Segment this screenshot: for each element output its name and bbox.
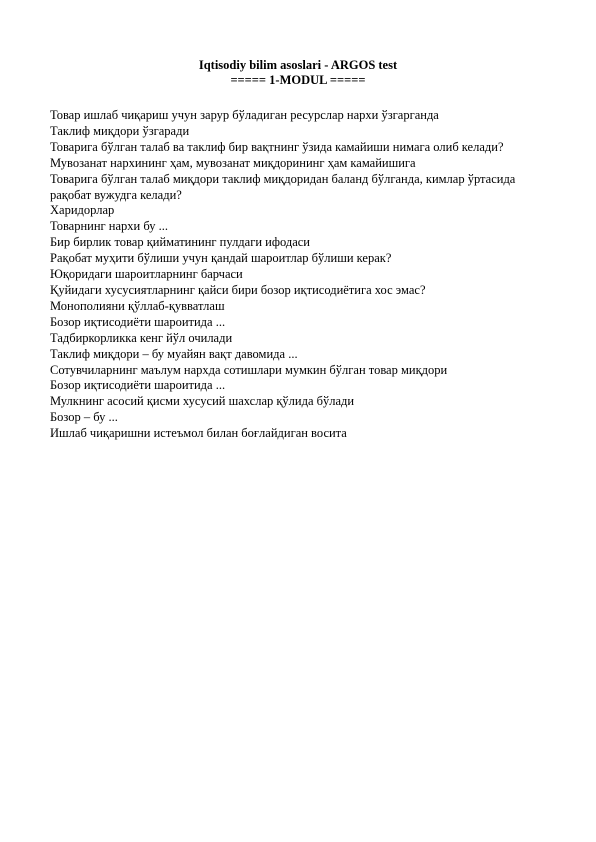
question-line: Товар ишлаб чиқариш учун зарур бўладиган ресурслар нархи ўзгарганда xyxy=(50,108,439,122)
question-line: Бозор иқтисодиёти шароитида ... xyxy=(50,378,226,393)
document-title: Iqtisodiy bilim asoslari - ARGOS test xyxy=(198,58,398,72)
question-line: Бозор – бу ... xyxy=(50,410,118,425)
answer-line: Тадбиркорликка кенг йўл очилади xyxy=(50,330,233,345)
question-line: Таклиф миқдори – бу муайян вақт давомида ... xyxy=(50,346,298,361)
answer-line: Таклиф миқдори ўзгаради xyxy=(50,123,190,138)
question-answer-list xyxy=(50,108,530,442)
answer-line: Мувозанат нархининг ҳам, мувозанат миқдорининг ҳам камайишига xyxy=(50,155,416,170)
question-line: Товарига бўлган талаб миқдори таклиф миқдоридан баланд бўлганда, кимлар ўртасида рақобат вужудга келади? xyxy=(50,171,516,202)
answer-line: Сотувчиларнинг маълум нархда сотишлари мумкин бўлган товар миқдори xyxy=(50,362,448,377)
question-line: Товарнинг нархи бу ... xyxy=(50,219,168,234)
document-header xyxy=(0,58,596,88)
answer-line: Юқоридаги шароитларнинг барчаси xyxy=(50,267,243,282)
answer-line: Бир бирлик товар қийматининг пулдаги ифодаси xyxy=(50,235,310,250)
question-line: Қуйидаги хусусиятларнинг қайси бири бозор иқтисодиётига хос эмас? xyxy=(50,282,426,297)
question-line: Рақобат муҳити бўлиши учун қандай шароитлар бўлиши керак? xyxy=(50,251,392,266)
module-heading: ===== 1-MODUL ===== xyxy=(230,73,366,87)
answer-line: Ишлаб чиқаришни истеъмол билан боғлайдиган восита xyxy=(50,426,347,441)
answer-line: Мулкнинг асосий қисми хусусий шахслар қўлида бўлади xyxy=(50,394,355,409)
answer-line: Монополияни қўллаб-қувватлаш xyxy=(50,298,225,313)
question-line: Бозор иқтисодиёти шароитида ... xyxy=(50,314,226,329)
question-line: Товарига бўлган талаб ва таклиф бир вақтнинг ўзида камайиши нимага олиб келади? xyxy=(50,139,504,154)
answer-line: Харидорлар xyxy=(50,203,115,218)
